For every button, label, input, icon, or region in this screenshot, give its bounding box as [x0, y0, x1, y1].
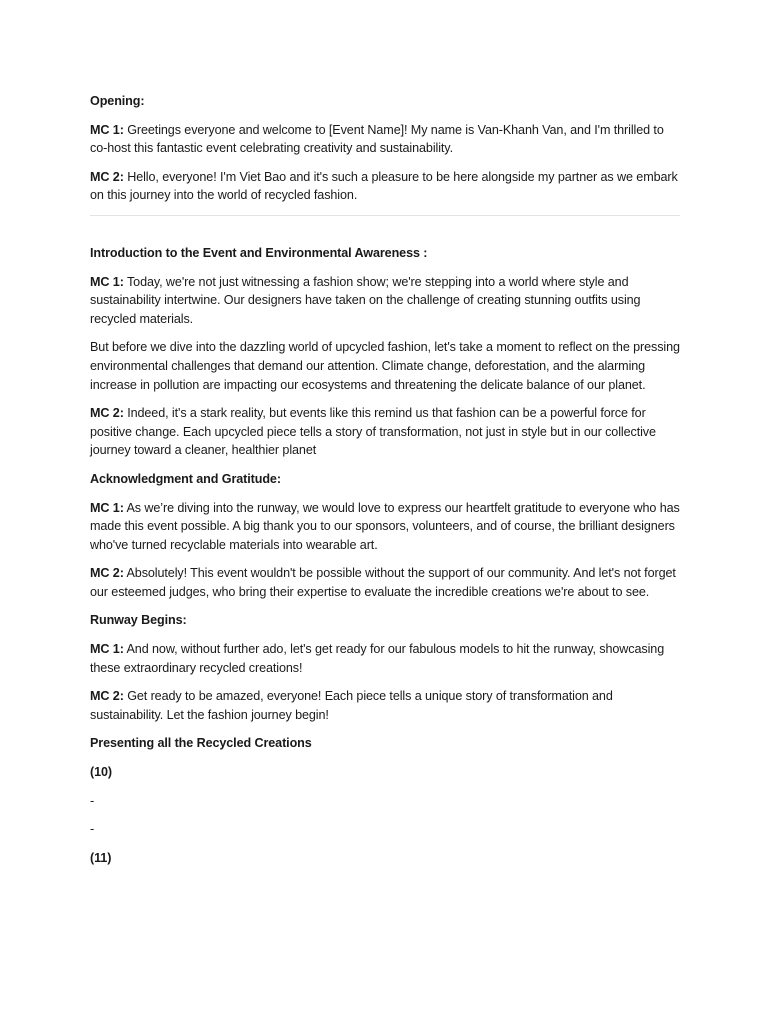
- speaker-label: MC 2:: [90, 566, 124, 581]
- document-page: [90, 92, 680, 877]
- section-heading-intro: Introduction to the Event and Environmental Awareness :: [90, 245, 428, 260]
- speaker-label: MC 2:: [90, 689, 124, 704]
- speaker-label: MC 1:: [90, 642, 124, 657]
- speaker-label: MC 2:: [90, 406, 124, 421]
- dialogue-text: Indeed, it's a stark reality, but events like this remind us that fashion can be a powerful force for positive change. Each upcycled piece tells a story of transformation, not just in style but in our collective journey toward a cleaner, healthier planet: [90, 406, 656, 458]
- dialogue-line-gratitude-mc2: [90, 564, 680, 601]
- dialogue-line-intro-mc1: [90, 273, 680, 329]
- speaker-label: MC 1:: [90, 122, 124, 137]
- speaker-label: MC 2:: [90, 169, 124, 184]
- dialogue-text: And now, without further ado, let's get ready for our fabulous models to hit the runway, showcasing these extraordinary recycled creations!: [90, 642, 665, 675]
- dialogue-line-intro-mc2: [90, 404, 680, 460]
- dialogue-text: Absolutely! This event wouldn't be possible without the support of our community. And let's not forget our esteemed judges, who bring their expertise to evaluate the incredible creations we're about to see.: [90, 566, 676, 599]
- dialogue-line-opening-mc2: [90, 168, 680, 205]
- section-heading-presenting: Presenting all the Recycled Creations: [90, 736, 312, 751]
- section-divider: [90, 215, 680, 216]
- dialogue-text: Hello, everyone! I'm Viet Bao and it's such a pleasure to be here alongside my partner as we embark on this journey into the world of recycled fashion.: [90, 169, 678, 203]
- list-dash-2: -: [90, 822, 95, 837]
- creation-number-10: (10): [90, 765, 112, 780]
- dialogue-line-runway-mc1: [90, 640, 680, 677]
- section-heading-runway: Runway Begins:: [90, 613, 187, 628]
- dialogue-text: As we’re diving into the runway, we would love to express our heartfelt gratitude to everyone who has made this event possible. A big thank you to our sponsors, volunteers, and of course, the brilliant designers who've turned recyclable materials into wearable art.: [90, 500, 680, 552]
- list-dash-1: -: [90, 793, 95, 808]
- section-heading-opening: Opening:: [90, 94, 145, 108]
- paragraph-environment: But before we dive into the dazzling world of upcycled fashion, let's take a moment to reflect on the pressing environmental challenges that demand our attention. Climate change, deforestation, and the alarming increase in pollution are impacting our ecosystems and threatening the delicate balance of our planet.: [90, 340, 680, 392]
- dialogue-text: Greetings everyone and welcome to [Event Name]! My name is Van-Khanh Van, and I'm thrilled to co-host this fantastic event celebrating creativity and sustainability.: [90, 122, 664, 156]
- dialogue-line-gratitude-mc1: [90, 499, 680, 555]
- speaker-label: MC 1:: [90, 500, 124, 515]
- speaker-label: MC 1:: [90, 274, 124, 289]
- creation-number-11: (11): [90, 850, 112, 865]
- dialogue-line-opening-mc1: [90, 121, 680, 158]
- section-heading-gratitude: Acknowledgment and Gratitude:: [90, 471, 281, 486]
- dialogue-text: Get ready to be amazed, everyone! Each piece tells a unique story of transformation and sustainability. Let the fashion journey begin!: [90, 689, 613, 722]
- dialogue-text: Today, we're not just witnessing a fashion show; we're stepping into a world where style and sustainability intertwine. Our designers have taken on the challenge of creating stunning outfits using recycled materials.: [90, 274, 641, 326]
- dialogue-line-runway-mc2: [90, 687, 680, 724]
